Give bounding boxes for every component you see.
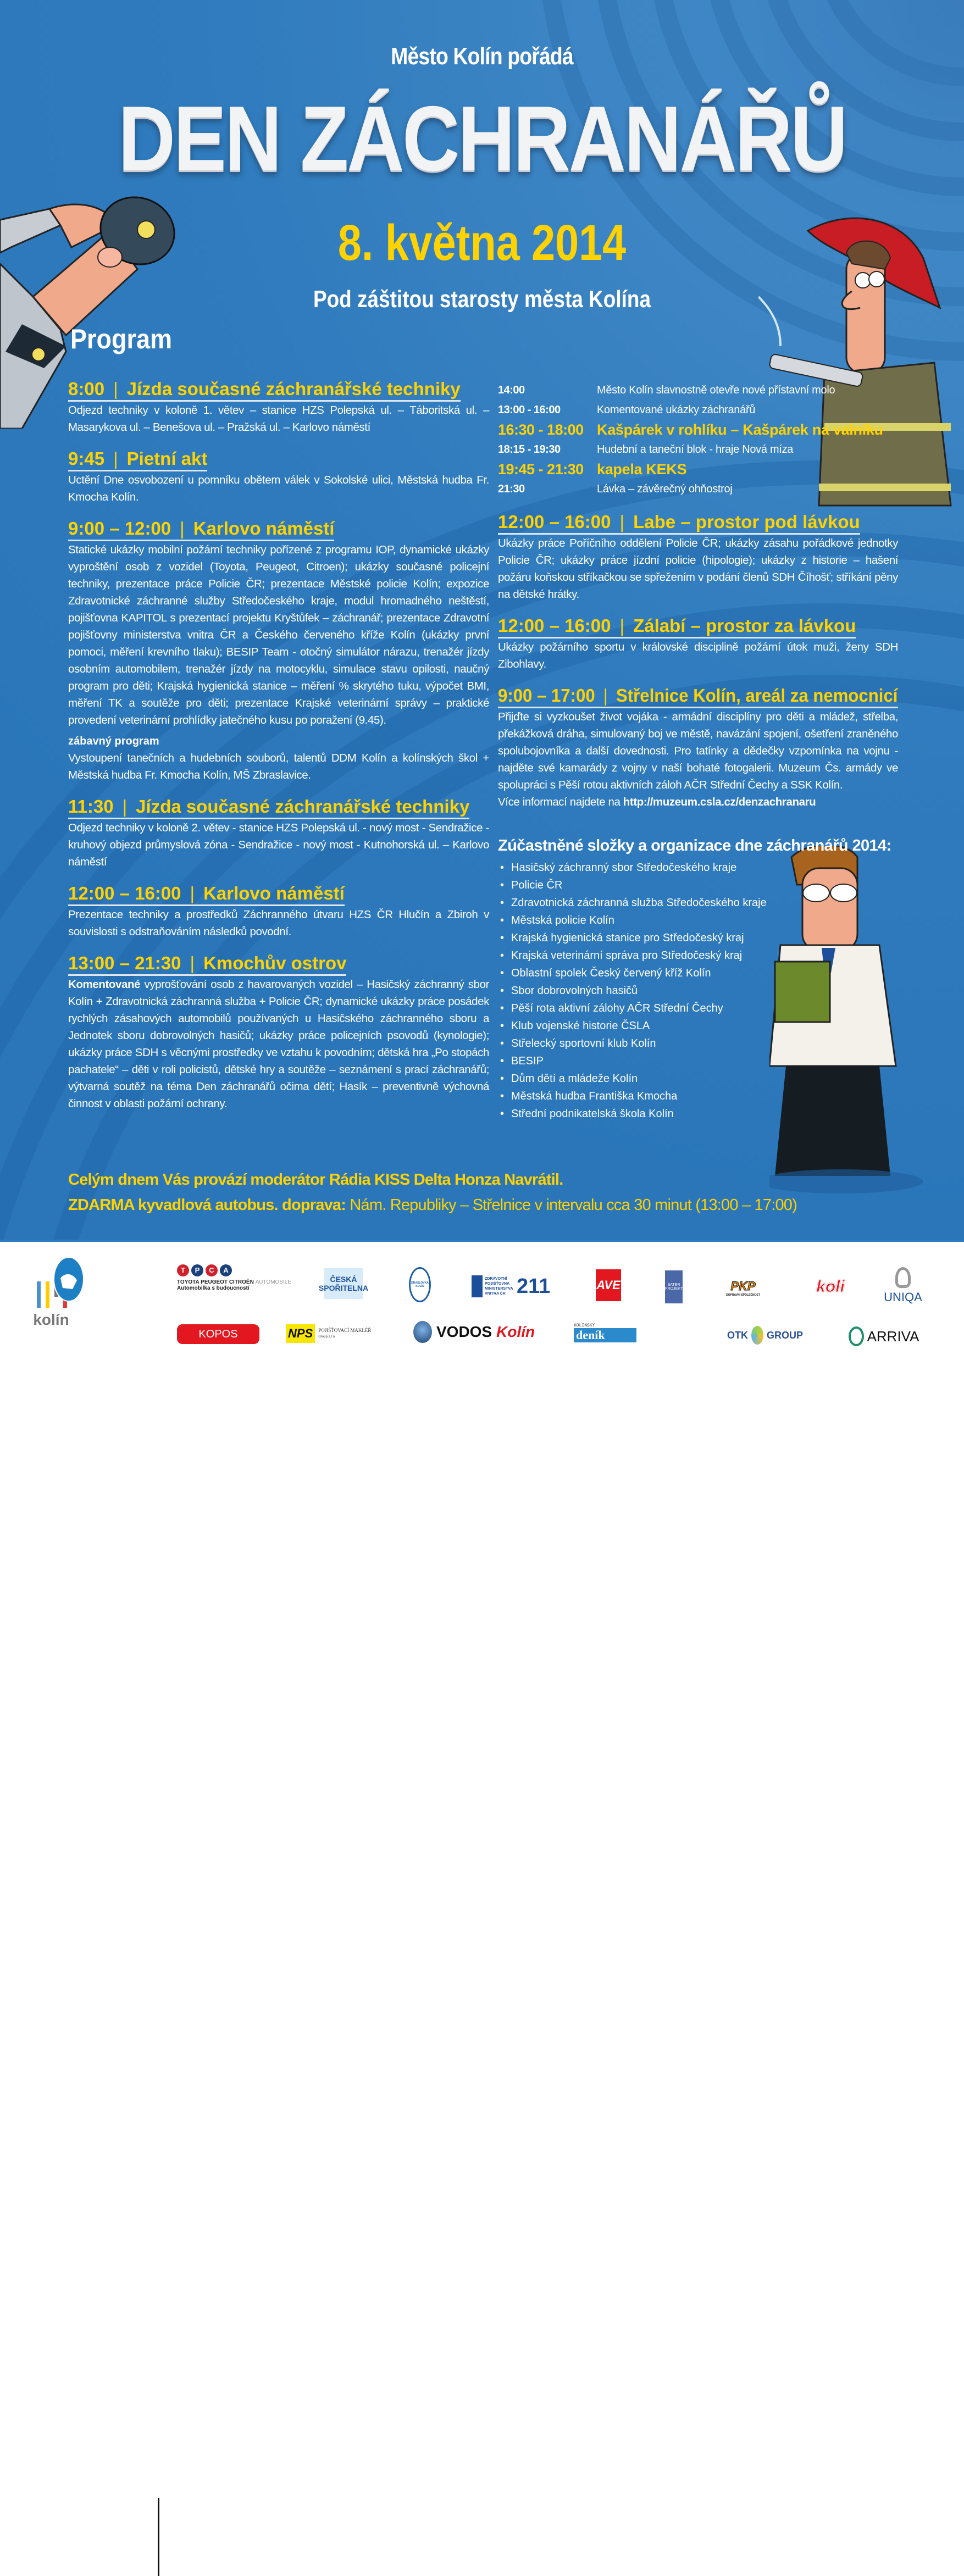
bullet-icon: • [500, 932, 505, 944]
koli-logo [817, 1270, 844, 1303]
schedule-row [498, 420, 898, 440]
event-place: Karlovo náměstí [193, 518, 335, 538]
kopos-text: KOPOS [198, 1328, 238, 1340]
kolinsky-denik-logo [574, 1318, 636, 1347]
organization-name: Sbor dobrovolných hasičů [511, 985, 638, 997]
separator: | [113, 379, 118, 399]
more-info-link[interactable]: http://muzeum.csla.cz/denzachranaru [623, 796, 816, 808]
organization-item [498, 1070, 898, 1087]
vodos-text: VODOS [436, 1323, 492, 1340]
event-heading [68, 796, 469, 819]
organization-name: Krajská hygienická stanice pro Středočeský kraj [511, 932, 744, 944]
organization-name: Klub vojenské historie ČSLA [511, 1020, 650, 1032]
event-time: 12:00 – 16:00 [68, 883, 181, 903]
bullet-icon: • [500, 985, 505, 997]
schedule-description: kapela KEKS [597, 461, 687, 478]
separator: | [190, 883, 195, 903]
bullet-icon: • [500, 1073, 505, 1085]
event-description [68, 976, 489, 1112]
tpca-slogan: Automobilka s budoucností [177, 1285, 250, 1291]
event-place: Střelnice Kolín, areál za nemocnicí [616, 685, 898, 706]
uniqa-text: UNIQA [884, 1290, 922, 1304]
organization-name: Pěší rota aktivní zálohy AČR Střední Čechy [511, 1002, 723, 1014]
arriva-text: ARRIVA [867, 1328, 919, 1345]
organization-name: Střední podnikatelská škola Kolín [511, 1108, 674, 1120]
separator: | [190, 953, 195, 973]
description-rest: vyprošťování osob z havarovaných vozidel – Hasičský záchranný sbor Kolín + Zdravotnická záchranná služba + Policie ČR; dynamické ukázky práce posádek rychlých zásahových automobilů používaných u Hasičského záchranného sboru a Jednotek sboru dobrovolných hasičů; ukázky práce policejních psovodů (kynologie); ukázky práce SDH s věcnými prostředky ve vztahu k povodním; dětská hra „Po stopách pachatele“ – děti v roli policistů, dětské hry a soutěže – seznámení s prací záchranářů; výtvarná soutěž na téma Den záchranářů očima dětí; Hasík – preventivně výchovná činnost v oblasti požární ochrany. [68, 978, 489, 1110]
organization-item [498, 1017, 898, 1035]
organization-name: Hasičský záchranný sbor Středočeského kraje [511, 862, 737, 874]
organization-item [498, 1087, 898, 1105]
organization-name: Střelecký sportovní klub Kolín [511, 1037, 656, 1050]
organizer-line: Město Kolín pořádá [391, 43, 573, 70]
program-event [68, 518, 489, 784]
zpmv-logo [472, 1275, 574, 1298]
event-place: Labe – prostor pod lávkou [633, 512, 860, 532]
program-event [498, 615, 898, 673]
organization-item [498, 964, 898, 982]
organization-item [498, 982, 898, 1000]
schedule-description: Město Kolín slavnostně otevře nové přístavní molo [597, 384, 835, 396]
vodos-logo [413, 1319, 556, 1345]
bullet-icon: • [500, 950, 505, 962]
organizations-list [498, 859, 898, 1123]
pkp-sub: DOPRAVNÍ SPOLEČNOST [726, 1293, 760, 1297]
organization-item [498, 894, 898, 912]
more-info-prefix: Více informací najdete na [498, 796, 623, 808]
otk-group-text: GROUP [766, 1329, 803, 1341]
vodos-kolin: Kolín [496, 1323, 535, 1340]
sponsors-footer [0, 1240, 964, 1363]
bullet-icon: • [500, 1090, 505, 1102]
program-heading: Program [70, 324, 173, 354]
bullet-icon: • [500, 1020, 505, 1032]
separator: | [113, 448, 118, 469]
nps-group: Group s.r.o. [318, 1335, 336, 1339]
event-heading [68, 448, 207, 471]
tpca-letters [177, 1264, 232, 1276]
organization-item [498, 1052, 898, 1070]
schedule-time: 16:30 - 18:00 [498, 421, 584, 438]
tpca-letter: P [191, 1264, 203, 1276]
program-event [68, 378, 489, 436]
event-heading [68, 378, 461, 402]
event-description: Odjezd techniky v koloně 1. větev – stanice HZS Polepská ul. – Táboritská ul. – Masarykova ul. – Benešova ul. – Pražská ul. – Karlovo náměstí [68, 404, 489, 434]
event-time: 12:00 – 16:00 [498, 615, 611, 636]
schedule-row [498, 459, 898, 479]
organization-name: Městská policie Kolín [511, 914, 614, 926]
sub-heading: zábavný program [68, 735, 159, 747]
bullet-icon: • [500, 897, 505, 909]
event-heading [498, 511, 860, 535]
bullet-icon: • [500, 1037, 505, 1050]
bullet-icon: • [500, 1002, 505, 1014]
otk-group-logo [721, 1324, 809, 1346]
organization-name: Policie ČR [511, 879, 563, 891]
sater-projekt-logo [665, 1270, 683, 1303]
arriva-logo [840, 1324, 928, 1348]
separator: | [180, 518, 185, 538]
denik-name: deník [574, 1328, 636, 1342]
event-heading [498, 615, 856, 639]
schedule-row [498, 479, 898, 499]
schedule-description: Lávka – závěrečný ohňostroj [597, 483, 733, 495]
event-heading [498, 685, 897, 708]
uniqa-symbol-icon [895, 1267, 911, 1288]
organization-item [498, 1000, 898, 1017]
zp-badge-icon [472, 1275, 483, 1297]
event-heading [68, 882, 345, 906]
separator: | [619, 615, 625, 636]
event-heading [68, 952, 346, 976]
denik-top: KOLÍNSKÝ [574, 1323, 595, 1328]
schedule-row [498, 400, 898, 420]
patronage-line: Pod záštitou starosty města Kolína [313, 286, 651, 313]
ceska-line1: ČESKÁ [330, 1275, 357, 1284]
event-place: Karlovo náměstí [203, 883, 345, 903]
bullet-icon: • [500, 862, 505, 874]
schedule-time: 18:15 - 19:30 [498, 443, 561, 456]
event-date: 8. května 2014 [337, 215, 627, 271]
separator: | [122, 796, 128, 817]
organization-name: Dům dětí a mládeže Kolín [511, 1073, 638, 1085]
event-description: Přijďte si vyzkoušet život vojáka - armádní disciplíny pro děti a mládež, střelba, překážková dráha, simulovaný boj ve městě, navázání spojení, ošetření zraněného spolubojovníka a další dovednosti. Pro tatínky a dědečky vzpomínka na vojnu - najděte své kamarády z vojny v naší bohaté fotogalerii. Muzeum Čs. armády ve spolupráci s Pěší rotou aktivních záloh AČR Střední Čechy a SSK Kolín. [498, 710, 898, 791]
program-event [68, 952, 489, 1112]
ave-logo [596, 1269, 621, 1301]
event-description: Uctění Dne osvobození u pomníku obětem válek v Sokolské ulici, Městská hudba Fr. Kmocha Kolín. [68, 474, 489, 503]
sub-description: Vystoupení tanečních a hudebních souborů, talentů DDM Kolín a kolínských škol + Městská hudba Fr. Kmocha Kolín, MŠ Zbraslavice. [68, 752, 489, 781]
nps-sub: POJIŠŤOVACÍ MAKLÉŘ [318, 1328, 372, 1333]
pkp-text: PKP [730, 1279, 756, 1293]
schedule-time: 21:30 [498, 483, 525, 495]
description-bold-lead: Komentované [68, 978, 141, 991]
organization-name: BESIP [511, 1055, 544, 1067]
bullet-icon: • [500, 879, 505, 891]
koli-text: koli [816, 1278, 845, 1296]
event-description: Ukázky požárního sportu v královské disciplině požární útok muži, ženy SDH Zibohlavy. [498, 641, 898, 670]
sater-line2: PROJEKT [664, 1287, 683, 1291]
logo-divider [158, 2498, 159, 2576]
tpca-brands: TOYOTA PEUGEOT CITROËN [177, 1279, 254, 1285]
arriva-symbol-icon [849, 1326, 864, 1346]
program-right-column [498, 380, 898, 1123]
program-left-column [68, 378, 489, 1124]
sater-line1: SATER [667, 1283, 680, 1287]
schedule-description: Komentované ukázky záchranářů [597, 404, 756, 416]
nps-text: NPS [286, 1324, 315, 1343]
schedule-description: Hudební a taneční blok - hraje Nová míza [597, 443, 794, 456]
bus-line [68, 1192, 838, 1218]
kolin-wordmark: kolín [33, 1311, 69, 1328]
event-time: 9:45 [68, 448, 105, 469]
event-time: 11:30 [68, 796, 114, 817]
tpca-letter: T [177, 1264, 189, 1276]
organization-item [498, 1035, 898, 1052]
draslovka-text: DRASLOVKA KOLÍN [411, 1281, 429, 1288]
ceska-line2: SPOŘITELNA [318, 1284, 369, 1292]
organizations-heading: Zúčastněné složky a organizace dne záchranářů 2014: [498, 837, 891, 854]
event-time: 13:00 – 21:30 [68, 953, 181, 973]
organization-item [498, 1105, 898, 1123]
organization-item [498, 876, 898, 894]
otk-text: OTK [727, 1329, 748, 1341]
bus-label: ZDARMA kyvadlová autobus. doprava: [68, 1196, 346, 1214]
program-event [498, 685, 898, 810]
poster-background [0, 0, 964, 1240]
schedule-time: 14:00 [498, 384, 525, 396]
schedule-row [498, 440, 898, 459]
tpca-letter: A [220, 1264, 232, 1276]
organization-item [498, 859, 898, 876]
event-title: DEN ZÁCHRANÁŘŮ [118, 87, 846, 190]
bullet-icon: • [500, 967, 505, 979]
event-time: 8:00 [68, 379, 105, 399]
schedule-time: 19:45 - 21:30 [498, 461, 584, 478]
tpca-logo [177, 1258, 291, 1297]
schedule-row [498, 380, 898, 400]
schedule-description: Kašpárek v rohlíku – Kašpárek na valníku [597, 421, 883, 438]
event-description: Statické ukázky mobilní požární techniky pořízené z programu IOP, dynamické ukázky vyproštění osob z vozidel (Toyota, Peugeot, Citroen); ukázky současné policejní techniky, prezentace práce Policie ČR; prezentace Městské policie Kolín; expozice Zdravotnické záchranné služby Středočeského kraje, modul hromadného neštěstí, pojišťovna KAPITOL s prezentací projektu Kryštůfek – záchranář; prezentace Zdravotní pojišťovny ministerstva vnitra ČR a Českého červeného kříže Kolín (ukázky první pomoci, měření krevního tlaku); BESIP Team - otočný simulátor nárazu, trenažér jízdy osobním automobilem, trenažér jízdy na motocyklu, simulace stavu opilosti, naučný program pro děti; Krajská hygienická stanice – měření % skrytého tuku, výpočet BMI, měření TK a soutěže pro děti; prezentace Krajské veterinární správy – praktické provedení veterinární prohlídky jatečného kusu po poražení (9.45). [68, 543, 489, 726]
separator: | [619, 512, 625, 532]
kopos-logo [177, 1324, 259, 1344]
event-time: 12:00 – 16:00 [498, 512, 611, 532]
bullet-icon: • [500, 914, 505, 926]
schedule-time: 13:00 - 16:00 [498, 404, 561, 416]
bullet-icon: • [500, 1108, 505, 1120]
organization-name: Městská hudba Františka Kmocha [511, 1090, 678, 1102]
nps-logo [286, 1320, 390, 1347]
program-event [68, 796, 489, 870]
draslovka-logo [409, 1267, 431, 1302]
organization-item [498, 947, 898, 964]
event-description: Ukázky práce Poříčního oddělení Policie ČR; ukázky zásahu pořádkové jednotky Policie ČR; ukázky práce jízdní policie (hipologie); ukázky z historie – hašení požáru koňskou stříkačkou se spřežením v podání členů SDH Číhošť; stříkání pěny na dětské hrátky. [498, 537, 898, 601]
organization-name: Krajská veterinární správa pro Středočeský kraj [511, 950, 743, 962]
event-time: 9:00 – 12:00 [68, 518, 171, 538]
tpca-automobile: AUTOMOBILE [255, 1279, 291, 1285]
ave-text: AVE [596, 1278, 620, 1292]
event-place: Zálabí – prostor za lávkou [633, 615, 856, 636]
event-description: Prezentace techniky a prostředků Záchranného útvaru HZS ČR Hlučín a Zbiroh v souvislosti s odstraňováním následků povodní. [68, 908, 489, 938]
vodos-drop-icon [413, 1321, 432, 1343]
uniqa-logo [885, 1263, 921, 1309]
tpca-letter: C [206, 1264, 218, 1276]
event-place: Kmochův ostrov [203, 953, 347, 973]
otk-emblem-icon [751, 1326, 763, 1345]
separator: | [603, 685, 608, 706]
organization-name: Oblastní spolek Český červený kříž Kolín [511, 967, 711, 979]
organization-name: Zdravotnická záchranná služba Středočeského kraje [511, 897, 767, 909]
program-event [498, 511, 898, 603]
program-event [68, 448, 489, 506]
bottom-info [68, 1167, 838, 1218]
bus-detail: Nám. Republiky – Střelnice v intervalu cca 30 minut (13:00 – 17:00) [346, 1196, 797, 1214]
zp-number: 211 [517, 1274, 551, 1298]
bullet-icon: • [500, 1055, 505, 1067]
program-event [68, 882, 489, 940]
event-place: Jízda současné záchranářské techniky [126, 379, 461, 399]
schedule-table [498, 380, 898, 499]
event-time: 9:00 – 17:00 [498, 685, 595, 706]
pkp-logo [723, 1277, 763, 1299]
den-zachranaru-seal-logo [53, 1256, 85, 1302]
event-heading [68, 518, 334, 541]
more-info [498, 793, 898, 810]
moderator-line: Celým dnem Vás provází moderátor Rádia KISS Delta Honza Navrátil. [68, 1171, 563, 1189]
organization-item [498, 912, 898, 929]
event-place: Jízda současné záchranářské techniky [136, 796, 470, 817]
organization-item [498, 929, 898, 947]
event-place: Pietní akt [126, 448, 208, 469]
event-description: Odjezd techniky v koloně 2. větev - stanice HZS Polepská ul. - nový most - Sendražice - kruhový objezd průmyslová zóna - Sendražice - nový most - Kutnohorská ul. – Karlovo náměstí [68, 821, 489, 868]
zp-text: ZDRAVOTNÍ POJIŠŤOVNA MINISTERSTVA VNITRA ČR [485, 1277, 513, 1296]
ceska-sporitelna-logo [318, 1268, 369, 1299]
